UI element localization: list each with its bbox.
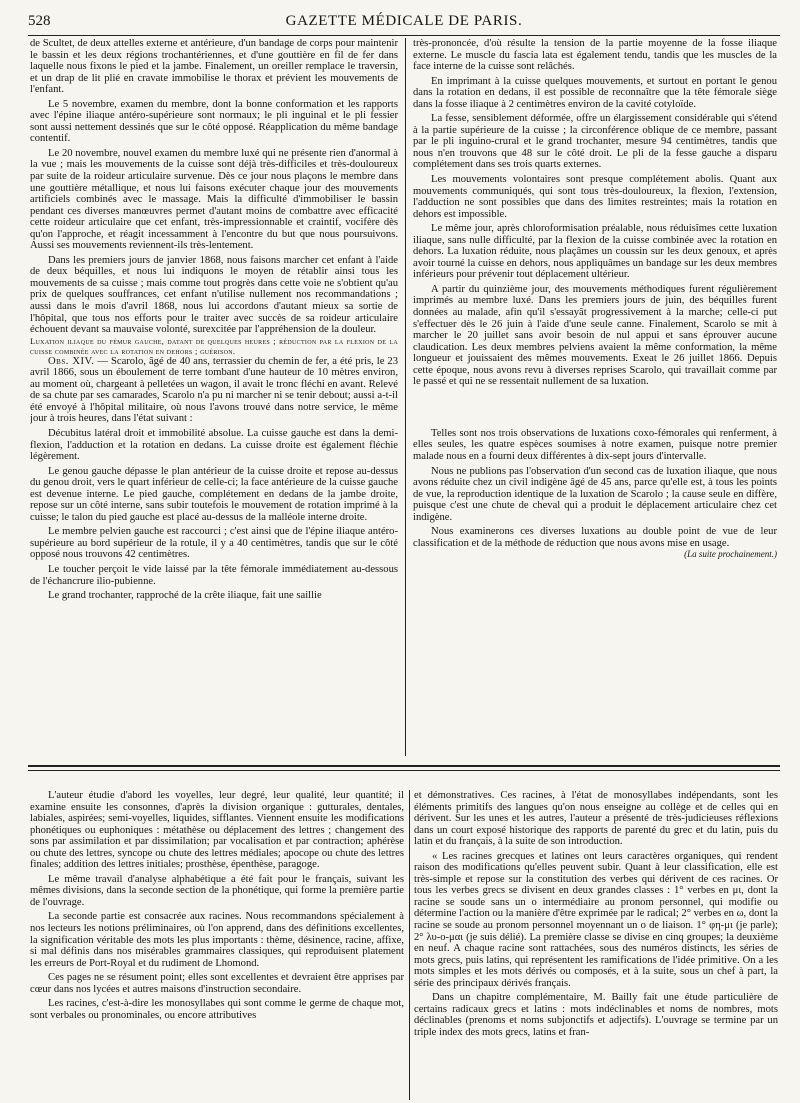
- page-header: [28, 10, 780, 32]
- paragraph: A partir du quinzième jour, des mouvements méthodiques furent régulièrement imprimés au membre luxé. Dans les premiers jours de juin, des béquilles furent données au malade, afin qu'il s'essayât progressivement à la marche; celle-ci put s'effectuer dès le 26 juin à l'aide d'une seule canne. Finalement, Scarolo se mit à marcher le 20 juillet sans avoir besoin de nul appui et sans éprouver aucune claudication. Les deux membres pelviens avaient la même conformation, la même longueur et jouissaient des mêmes mouvements. Exeat le 26 juillet 1866. Depuis cette époque, nous avons revu à diverses reprises Scarolo, qui travaillait comme par le passé et qui ne se ressentait nullement de sa luxation.: [413, 283, 777, 388]
- paragraph: Les racines, c'est-à-dire les monosyllabes qui sont comme le germe de chaque mot, sont verbales ou pronominales, ou encore attributives: [30, 998, 404, 1021]
- paragraph: et démonstratives. Ces racines, à l'état de monosyllabes indépendants, sont les éléments primitifs des langues qu'on nous enseigne au collège et de celles qui en dérivent. Sur les unes et les autres, l'auteur a présenté de très-judicieuses réflexions dans un court exposé historique des rapports de parenté du grec et du latin, puis du latin et du français, à la suite de son introduction.: [414, 790, 778, 848]
- paragraph: Le 5 novembre, examen du membre, dont la bonne conformation et les rapports avec l'épine iliaque antéro-supérieure sont normaux; le pli inguinal et le pli fessier sont aussi nettement dessinés que sur le côté opposé. Réapplication du même bandage contentif.: [30, 98, 398, 145]
- paragraph: très-prononcée, d'où résulte la tension de la partie moyenne de la fosse iliaque externe. Le muscle du fascia lata est également tendu, tandis que les muscles de la face interne de la cuisse sont relâchés.: [413, 38, 777, 73]
- top-left-column: [30, 38, 398, 756]
- bottom-left-column: [30, 790, 404, 1100]
- paragraph: Nous ne publions pas l'observation d'un second cas de luxation iliaque, que nous avons réduite chez un civil indigène âgé de 45 ans, parce qu'elle est, à tous les points de vue, la reproduction identique de la luxation de Scarolo ; la cause seule en diffère, puisque c'est une chute de cheval qui a produit le déplacement articulaire chez cet indigène.: [413, 465, 777, 523]
- journal-title: GAZETTE MÉDICALE DE PARIS.: [285, 13, 523, 29]
- paragraph: La seconde partie est consacrée aux racines. Nous recommandons spécialement à nos lecteurs les notions préliminaires, où l'on apprend, dans des définitions excellentes, la signification véritable des mots les plus importants : thème, désinence, racine, affixe, si mal définis dans nos misérables grammaires classiques, qui reproduisent platement les erreurs de Port-Royal et du rudiment de Lhomond.: [30, 911, 404, 969]
- paragraph: Telles sont nos trois observations de luxations coxo-fémorales qui renferment, à elles seules, les quatre espèces soumises à notre examen, puisque notre premier malade nous en a fourni deux différentes à dix-sept jours d'intervalle.: [413, 427, 777, 462]
- paragraph: Le toucher perçoit le vide laissé par la tête fémorale immédiatement au-dessous de l'échancrure ilio-pubienne.: [30, 563, 398, 587]
- header-rule: [28, 35, 780, 36]
- paragraph: La fesse, sensiblement déformée, offre un élargissement considérable qui s'étend à la partie supérieure de la cuisse ; la circonférence oblique de ce membre, passant par le pli inguino-crural et le grand trochanter, mesure 94 centimètres, tandis que nous n'en trouvons que 48 sur le côté droit. Le pli de la fesse gauche a disparu complétement dans ses trois quarts externes.: [413, 113, 777, 171]
- bottom-right-column: [414, 790, 778, 1100]
- paragraph: Dans les premiers jours de janvier 1868, nous faisons marcher cet enfant à l'aide de deux béquilles, et nous lui indiquons le moyen de rétablir ainsi tous les mouvements de sa cuisse ; mais comme tout progrès dans cette voie ne s'obtient qu'au prix de quelques souffrances, cet enfant n'utilise nullement nos recommandations ; aussi dans le mois d'avril 1868, nous lui accordons d'autant mieux sa sortie de l'hôpital, que tous nos efforts pour le traiter avec succès de sa roideur articulaire échouent devant sa mauvaise volonté, surexcitée par l'appréhension de la douleur.: [30, 254, 398, 336]
- observation-label: Obs. XIV.: [48, 355, 95, 367]
- paragraph: Le 20 novembre, nouvel examen du membre luxé qui ne présente rien d'anormal à la vue ; mais les mouvements de la cuisse sont déjà très-difficiles et très-douloureux par suite de la roideur articulaire survenue. Dès ce jour nous plaçons le membre dans une gouttière métallique, et nous lui faisons exécuter chaque jour des mouvements artificiels combinés avec le massage. Mais la difficulté d'immobiliser le bassin pendant ces diverses manœuvres permet d'autant moins de combattre avec efficacité cette roideur articulaire que cet enfant, très-impressionnable et craintif, vocifère dès qu'on l'approche, et réagit incessamment à l'encontre du but que nous poursuivons. Aussi ses mouvements reviennent-ils très-lentement.: [30, 147, 398, 252]
- paragraph: Dans un chapitre complémentaire, M. Bailly fait une étude particulière de certains radicaux grecs et latins : mots indéclinables et noms de nombres, mots déclinables (prenoms et noms subjonctifs et adjectifs). L'ouvrage se termine par un triple index des mots grecs, latins et fran-: [414, 992, 778, 1038]
- bottom-column-divider: [409, 790, 410, 1100]
- paragraph: Ces pages ne se résument point; elles sont excellentes et devraient être apprises par cœur dans nos lycées et autres maisons d'instruction secondaire.: [30, 972, 404, 995]
- paragraph: L'auteur étudie d'abord les voyelles, leur degré, leur qualité, leur quantité; il examine ensuite les consonnes, d'après la division organique : gutturales, dentales, labiales, aspirées; semi-voyelles, liquides, sifflantes. Viennent ensuite les modifications phonétiques ou euphoniques : métathèse ou déplacement des lettres ; changement des sons par assimilation et par dissimilation; par vocalisation et par contraction; aphérèse ou chute des lettres, syncope ou chute des lettres médiales; apocope ou chute des lettres finales; addition des lettres initiales; prosthèse, épenthèse, paragoge.: [30, 790, 404, 871]
- continuation-note: (La suite prochainement.): [684, 549, 777, 560]
- paragraph: Le genou gauche dépasse le plan antérieur de la cuisse droite et repose au-dessus du genou droit, vers le quart inférieur de celle-ci; la face antérieure de la cuisse gauche est devenue interne. Le pied gauche, complétement en dedans de la jambe droite, repose sur un côté interne, sans subir toutefois le mouvement de rotation imprimé à la cuisse; le talon du pied gauche est placé au-dessus de la malléole interne droite.: [30, 465, 398, 523]
- top-right-column: [413, 38, 777, 756]
- paragraph: Le grand trochanter, rapproché de la crête iliaque, fait une saillie: [48, 590, 322, 602]
- column-divider: [405, 38, 406, 756]
- page-number: 528: [28, 13, 51, 29]
- observation-paragraph: [30, 356, 398, 425]
- paragraph: Le même travail d'analyse alphabétique a été fait pour le français, suivant les mêmes divisions, dans la seconde section de la phonétique, qui forme la première partie de l'ouvrage.: [30, 873, 404, 908]
- section-title: Luxation iliaque du fémur gauche, datant de quelques heures ; réduction par la flexion de la cuisse combinée avec la rotation en dehors ; guérison.: [30, 335, 398, 356]
- paragraph: Les mouvements volontaires sont presque complétement abolis. Quant aux mouvements communiqués, qui sont tous très-douloureux, la flexion, l'extension, l'adduction ne sont possibles que dans des limites restreintes; mais la rotation en dehors est impossible.: [413, 174, 777, 220]
- paragraph: Le membre pelvien gauche est raccourci ; c'est ainsi que de l'épine iliaque antéro-supérieure au bord supérieur de la rotule, il y a 40 centimètres, tandis que sur le côté opposé nous trouvons 42 centimètres.: [30, 526, 398, 561]
- paragraph: « Les racines grecques et latines ont leurs caractères organiques, qui rendent raison des modifications qu'elles peuvent subir. Quant à leur classification, elle est très-simple et repose sur la constitution des verbes qui dérivent de ces racines. Or tous les verbes grecs se divisent en deux grandes classes : 1° verbes en μι, dont la racine se soude sans un ο intermédiaire au pronom personnel, qui modifie ou détermine l'action ou la manière d'être exprimée par le radical; 2° verbes en ω, dont la racine se soude au pronom personnel moyennant un ο de liaison. 1° φη-μι (je parle); 2° λυ-ο-μαι (je suis délié). La première classe se divise en cinq groupes; la deuxième en neuf. A chaque racine sont rattachées, sous des numéros distincts, les séries de mots grecs, puis latins, qui représentent les ramifications de l'idée primitive. On a les mots simples et les mots dérivés ou composés, et à la suite, sous un chef à part, la série des principaux dérivés français.: [414, 850, 778, 989]
- paragraph: de Scultet, de deux attelles externe et antérieure, d'un bandage de corps pour maintenir le bassin et les deux régions trochantériennes, et d'une gouttière en fil de fer dans laquelle nous fixons le pied et la jambe. Finalement, un oreiller remplace le traversin, et un drap de lit plié en cravate immobilise le thorax et prévient les mouvements de l'enfant.: [30, 38, 398, 96]
- observation-text: — Scarolo, âgé de 40 ans, terrassier du chemin de fer, a été pris, le 23 avril 1866, sous un éboulement de terre tombant d'une hauteur de 10 mètres environ, au moment où, chargeant à pelletées un wagon, il avait le tronc fléchi en avant. Relevé de sa chute par ses camarades, Scarolo n'a pu ni marcher ni se tenir debout; aussi a-t-il été envoyé à l'hôpital militaire, où nous l'avons trouvé dans notre service, le même jour à trois heures, dans l'état suivant :: [30, 355, 398, 425]
- section-rule-top: [28, 765, 780, 767]
- paragraph: Le même jour, après chloroformisation préalable, nous réduisîmes cette luxation iliaque, sans nulle difficulté, par la flexion de la cuisse combinée avec la rotation en dehors. La luxation réduite, nous plaçâmes un coussin sur les deux genoux, et après avoir tourné la cuisse en dehors, nous appliquâmes un bandage sur les deux membres inférieurs pour prévenir tout déplacement ultérieur.: [413, 223, 777, 281]
- section-rule-bottom: [28, 770, 780, 771]
- paragraph: Décubitus latéral droit et immobilité absolue. La cuisse gauche est dans la demi-flexion, l'adduction et la rotation en dedans. La cuisse droite est également fléchie légèrement.: [30, 427, 398, 463]
- paragraph: En imprimant à la cuisse quelques mouvements, et surtout en portant le genou dans la rotation en dedans, il est possible de reconnaître que la tête fémorale siège dans la fosse iliaque à 2 centimètres environ de la cavité cotyloïde.: [413, 75, 777, 110]
- paragraph: Nous examinerons ces diverses luxations au double point de vue de leur classification et de la méthode de réduction que nous avons mise en usage.: [413, 526, 777, 549]
